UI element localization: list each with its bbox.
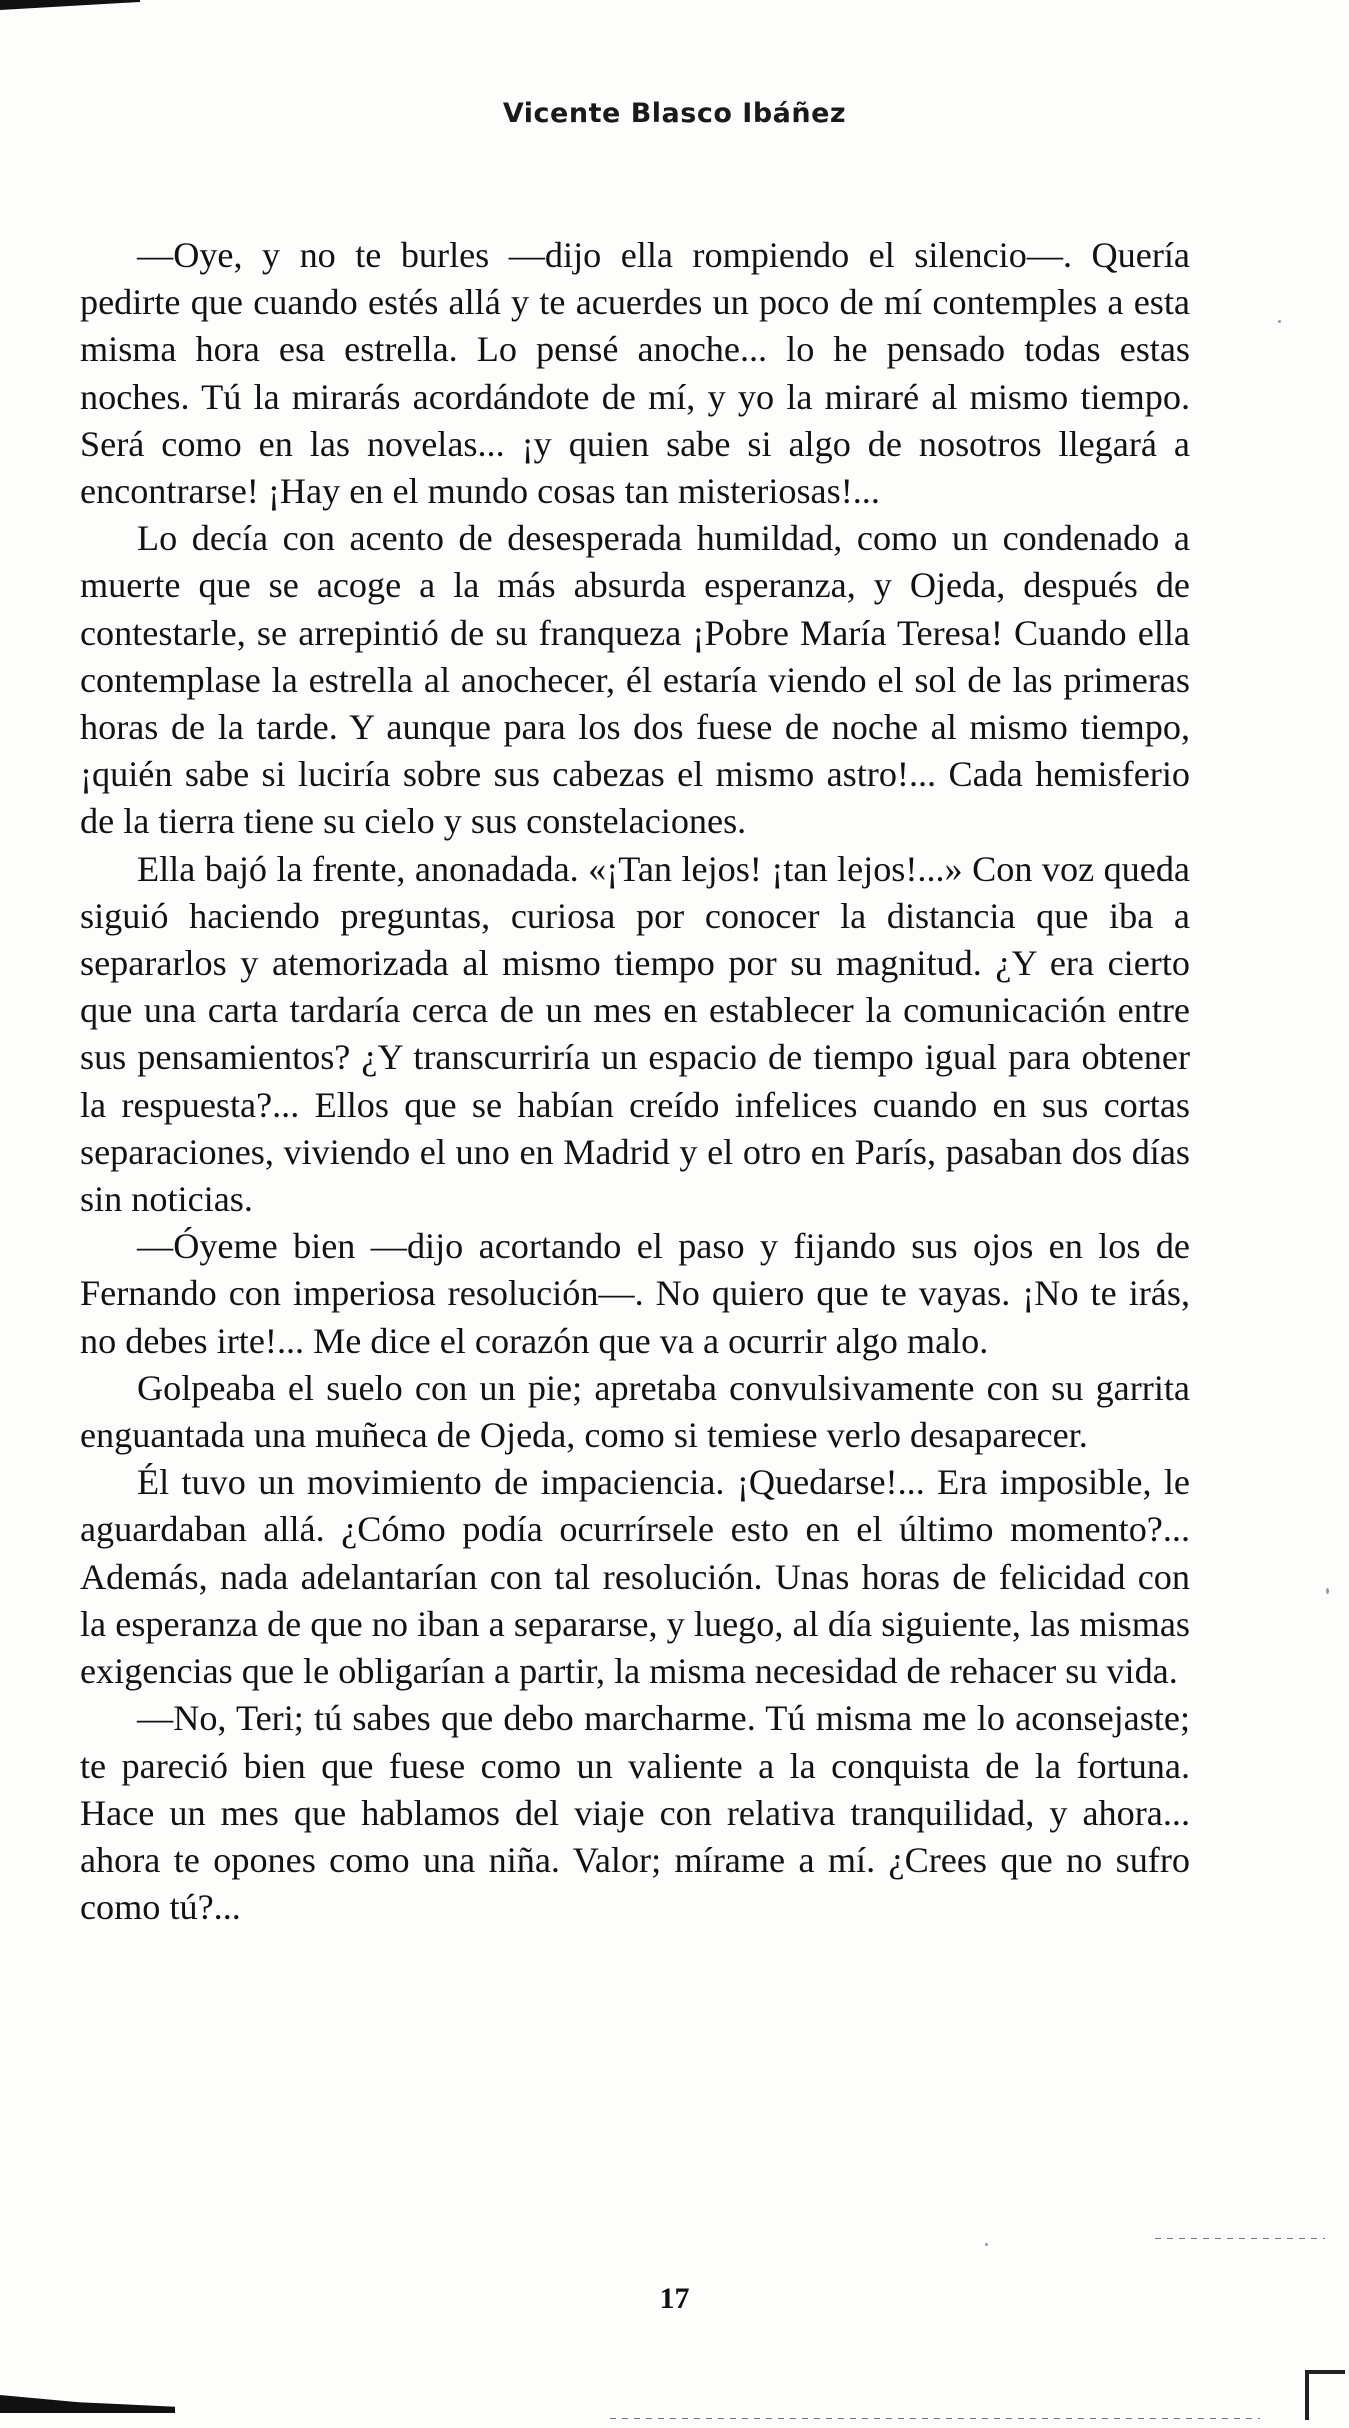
scan-artifact-line (1155, 2238, 1325, 2239)
scan-artifact-line (610, 2418, 1260, 2419)
scan-speck (1326, 1588, 1329, 1594)
scan-edge-mark-bottom (0, 2395, 175, 2413)
paragraph: Él tuvo un movimiento de impaciencia. ¡Quedarse!... Era imposible, le aguardaban allá. ¿Cómo podía ocurrírsele esto en el último momento?... Además, nada adelantarían con tal resolución. Unas horas de felicidad con la esperanza de que no iban a separarse, y luego, al día siguiente, las mismas exigencias que le obligarían a partir, la misma necesidad de rehacer su vida. (80, 1462, 1190, 1692)
scan-speck (985, 2243, 988, 2246)
page-number: 17 (659, 2282, 690, 2315)
paragraph: Ella bajó la frente, anonadada. «¡Tan lejos! ¡tan lejos!...» Con voz queda siguió haciendo preguntas, curiosa por conocer la distancia que iba a separarlos y atemorizada al mismo tiempo por su magnitud. ¿Y era cierto que una carta tardaría cerca de un mes en establecer la comunicación entre sus pensamientos? ¿Y transcurriría un espacio de tiempo igual para obtener la respuesta?... Ellos que se habían creído infelices cuando en sus cortas separaciones, viviendo el uno en Madrid y el otro en París, pasaban dos días sin noticias. (80, 848, 1190, 1220)
scan-corner-mark (1305, 2370, 1345, 2420)
paragraph: Golpeaba el suelo con un pie; apretaba convulsivamente con su garrita enguantada una muñeca de Ojeda, como si temiese verlo desaparecer. (80, 1367, 1190, 1456)
body-text (80, 232, 1190, 1931)
scan-speck (1278, 320, 1281, 323)
paragraph: Lo decía con acento de desesperada humildad, como un condenado a muerte que se acoge a la más absurda esperanza, y Ojeda, después de contestarle, se arrepintió de su franqueza ¡Pobre María Teresa! Cuando ella contemplase la estrella al anochecer, él estaría viendo el sol de las primeras horas de la tarde. Y aunque para los dos fuese de noche al mismo tiempo, ¡quién sabe si luciría sobre sus cabezas el mismo astro!... Cada hemisferio de la tierra tiene su cielo y sus constelaciones. (80, 518, 1190, 842)
paragraph: —No, Teri; tú sabes que debo marcharme. Tú misma me lo aconsejaste; te pareció bien que fuese como un valiente a la conquista de la fortuna. Hace un mes que hablamos del viaje con relativa tranquilidad, y ahora... ahora te opones como una niña. Valor; mírame a mí. ¿Crees que no sufro como tú?... (80, 1698, 1190, 1928)
scan-edge-mark-top (0, 0, 140, 10)
paragraph: —Oye, y no te burles —dijo ella rompiendo el silencio—. Quería pedirte que cuando estés allá y te acuerdes un poco de mí contemples a esta misma hora esa estrella. Lo pensé anoche... lo he pensado todas estas noches. Tú la mirarás acordándote de mí, y yo la miraré al mismo tiempo. Será como en las novelas... ¡y quien sabe si algo de nosotros llegará a encontrarse! ¡Hay en el mundo cosas tan misteriosas!... (80, 235, 1190, 512)
running-header: Vicente Blasco Ibáñez (502, 98, 847, 129)
paragraph: —Óyeme bien —dijo acortando el paso y fijando sus ojos en los de Fernando con imperiosa resolución—. No quiero que te vayas. ¡No te irás, no debes irte!... Me dice el corazón que va a ocurrir algo malo. (80, 1226, 1190, 1361)
